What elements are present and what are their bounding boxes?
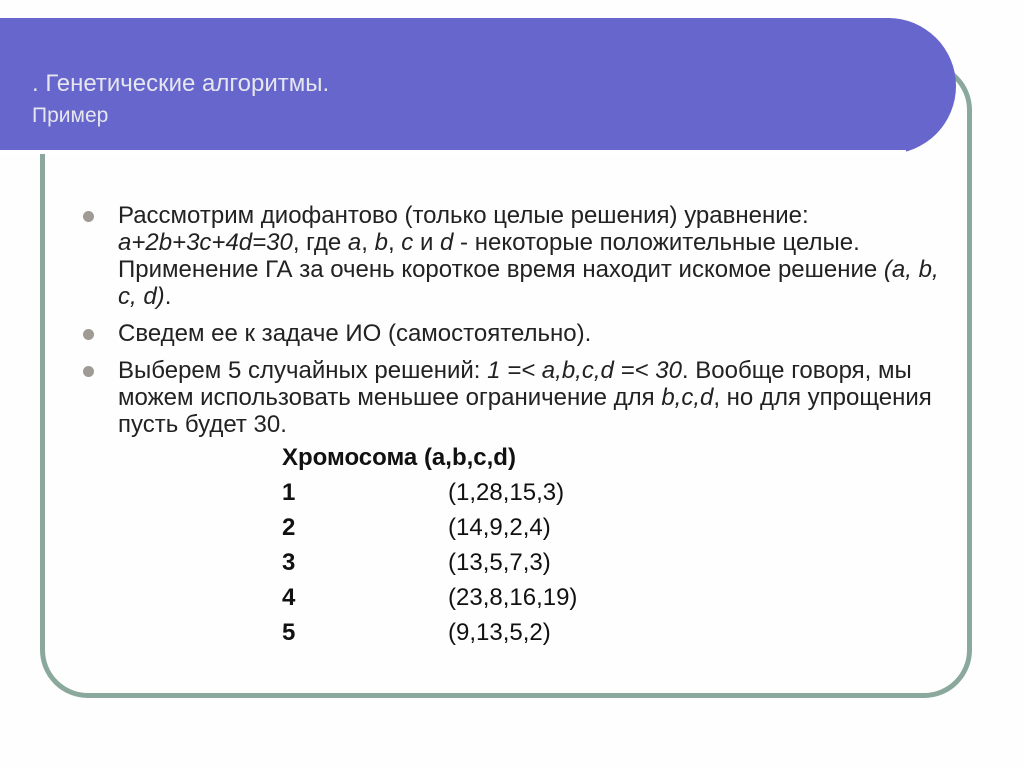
equation: a+2b+3c+4d=30 (118, 229, 293, 256)
bullet-text: , но для упрощения пусть будет 30. (118, 384, 932, 438)
row-value: (14,9,2,4) (448, 514, 551, 541)
row-number: 1 (282, 479, 296, 506)
row-value: (1,28,15,3) (448, 479, 565, 506)
var-a: a (347, 229, 362, 256)
row-value: (13,5,7,3) (448, 549, 551, 576)
bullet-text: , где (292, 229, 348, 256)
bullet-list (80, 202, 960, 448)
bullet-text: , (361, 229, 375, 256)
vars-bcd: b,c,d (661, 384, 714, 411)
row-value: (9,13,5,2) (448, 619, 551, 646)
range-constraint: 1 =< a,b,c,d =< 30 (487, 357, 682, 384)
bullet-text: Сведем ее к задаче ИО (самостоятельно). (118, 320, 592, 347)
title-underline (0, 150, 906, 154)
row-number: 3 (282, 549, 296, 576)
slide-subtitle: Пример (32, 104, 109, 127)
bullet-dot-icon (83, 329, 94, 340)
row-number: 5 (282, 619, 296, 646)
bullet-text: , (387, 229, 402, 256)
row-number: 4 (282, 584, 296, 611)
bullet-text: Рассмотрим диофантово (только целые решения) уравнение: (118, 202, 809, 229)
bullet-text: и (413, 229, 441, 256)
chromosome-table (282, 440, 578, 650)
bullet-item-reduction (80, 320, 960, 347)
row-value: (23,8,16,19) (448, 584, 578, 611)
solution-tuple: (a, b, c, d) (118, 256, 939, 310)
table-row (282, 475, 565, 510)
table-row (282, 580, 578, 615)
bullet-text: . (164, 283, 172, 310)
bullet-item-random-solutions (80, 357, 960, 438)
var-d: d (440, 229, 454, 256)
bullet-text: Выберем 5 случайных решений: (118, 357, 488, 384)
bullet-text: - некоторые положительные целые. Применение ГА за очень короткое время находит искомое решение (118, 229, 884, 283)
var-b: b (374, 229, 388, 256)
var-c: c (401, 229, 414, 256)
bullet-text: . Вообще говоря, мы можем использовать меньшее ограничение для (118, 357, 912, 411)
bullet-dot-icon (83, 366, 94, 377)
slide-title: . Генетические алгоритмы. (32, 70, 330, 97)
row-number: 2 (282, 514, 296, 541)
bullet-dot-icon (83, 211, 94, 222)
bullet-item-equation (80, 202, 960, 310)
table-row (282, 545, 551, 580)
table-header: Хромосома (a,b,c,d) (282, 444, 516, 471)
table-row (282, 510, 551, 545)
table-row (282, 615, 551, 650)
